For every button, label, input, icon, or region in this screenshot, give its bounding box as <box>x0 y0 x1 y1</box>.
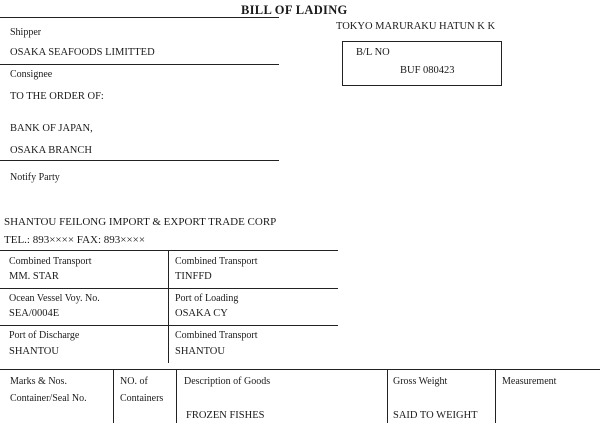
description-value: FROZEN FISHES <box>186 410 265 421</box>
transport-label-6: Combined Transport <box>175 330 258 341</box>
transport-divider <box>168 250 169 363</box>
transport-value-6: SHANTOU <box>175 346 225 357</box>
bl-label: B/L NO <box>356 47 390 58</box>
consignee-line-3: OSAKA BRANCH <box>10 145 92 156</box>
consignee-bottom-rule <box>0 160 279 161</box>
notify-label: Notify Party <box>10 172 60 183</box>
gross-weight-value: SAID TO WEIGHT <box>393 410 478 421</box>
consignee-line-1: TO THE ORDER OF: <box>10 91 104 102</box>
marks-label-1: Marks & Nos. <box>10 376 67 387</box>
shipper-top-rule <box>0 17 279 18</box>
transport-label-1: Combined Transport <box>9 256 92 267</box>
gross-weight-label: Gross Weight <box>393 376 448 387</box>
measurement-label: Measurement <box>502 376 557 387</box>
transport-rule-2 <box>0 288 338 289</box>
consignee-line-2: BANK OF JAPAN, <box>10 123 93 134</box>
shipper-bottom-rule <box>0 64 279 65</box>
transport-value-1: MM. STAR <box>9 271 59 282</box>
goods-divider-3 <box>387 369 388 423</box>
discharge-port-value: SHANTOU <box>9 346 59 357</box>
shipper-label: Shipper <box>10 27 42 38</box>
vessel-label: Ocean Vessel Voy. No. <box>9 293 100 304</box>
notify-contact: TEL.: 893×××× FAX: 893×××× <box>4 234 146 246</box>
description-label: Description of Goods <box>184 376 271 387</box>
loading-port-label: Port of Loading <box>175 293 239 304</box>
document-title: BILL OF LADING <box>241 3 348 17</box>
marks-label-2: Container/Seal No. <box>10 393 87 404</box>
containers-label-2: Containers <box>120 393 164 404</box>
discharge-port-label: Port of Discharge <box>9 330 80 341</box>
transport-label-2: Combined Transport <box>175 256 258 267</box>
consignee-label: Consignee <box>10 69 53 80</box>
bl-number: BUF 080423 <box>400 65 455 76</box>
goods-divider-4 <box>495 369 496 423</box>
transport-value-2: TINFFD <box>175 271 212 282</box>
carrier-name: TOKYO MARURAKU HATUN K K <box>336 21 496 32</box>
containers-label-1: NO. of <box>120 376 148 387</box>
vessel-value: SEA/0004E <box>9 308 60 319</box>
shipper-value: OSAKA SEAFOODS LIMITTED <box>10 47 155 58</box>
bl-number-box <box>342 41 502 86</box>
goods-top-rule <box>0 369 600 370</box>
notify-name: SHANTOU FEILONG IMPORT & EXPORT TRADE CORP <box>4 216 277 228</box>
goods-divider-2 <box>176 369 177 423</box>
transport-rule-1 <box>0 250 338 251</box>
transport-rule-3 <box>0 325 338 326</box>
goods-divider-1 <box>113 369 114 423</box>
loading-port-value: OSAKA CY <box>175 308 228 319</box>
